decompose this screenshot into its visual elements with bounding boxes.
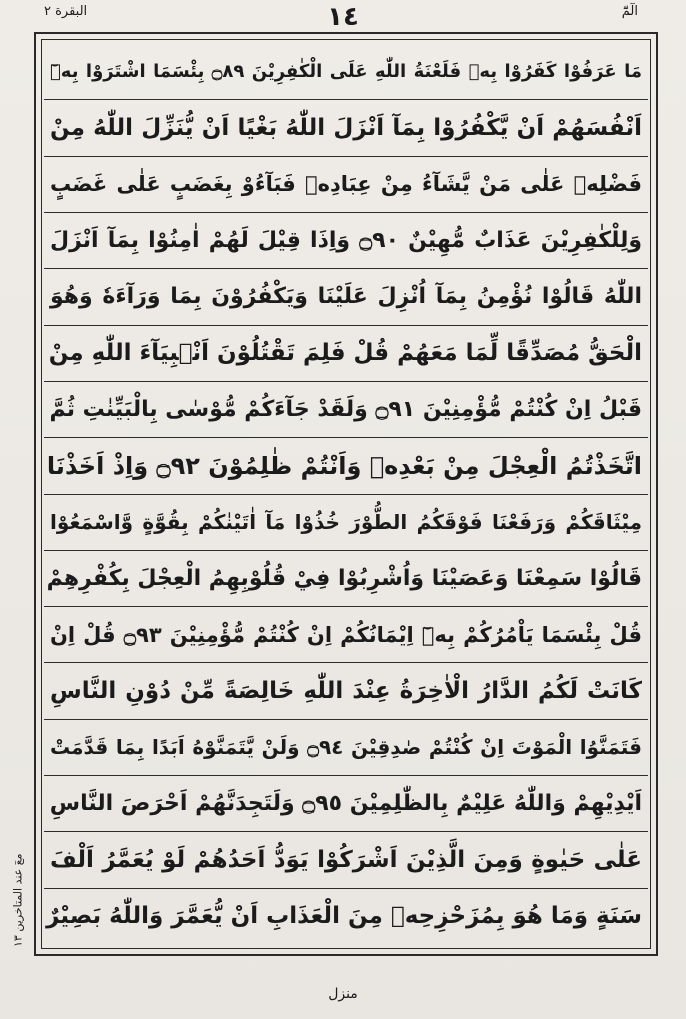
text-line-7: قَبْلُ اِنْ كُنْتُمْ مُّؤْمِنِيْنَ ۝٩١ وَلَقَدْ جَآءَكُمْ مُّوْسٰى بِالْبَيِّنٰتِ ثُمَّ xyxy=(44,382,648,438)
text-line-1: مَا عَرَفُوْا كَفَرُوْا بِهٖ فَلَعْنَةُ اللّٰهِ عَلَى الْكٰفِرِيْنَ ۝٨٩ بِئْسَمَا اشْتَرَوْا بِهٖٓ xyxy=(44,44,648,100)
text-line-11: قُلْ بِئْسَمَا يَاْمُرُكُمْ بِهٖٓ اِيْمَانُكُمْ اِنْ كُنْتُمْ مُّؤْمِنِيْنَ ۝٩٣ قُلْ اِنْ xyxy=(44,607,648,663)
text-block xyxy=(44,44,648,944)
page-number: ١٤ xyxy=(327,2,359,32)
juz-name: الٓمّٓ xyxy=(621,4,638,19)
manzil-label: منزل xyxy=(328,986,358,1002)
surah-name: البقرة ٢ xyxy=(44,4,88,19)
text-line-6: الْحَقُّ مُصَدِّقًا لِّمَا مَعَهُمْ قُلْ فَلِمَ تَقْتُلُوْنَ اَنْۢبِيَآءَ اللّٰهِ مِنْ xyxy=(44,326,648,382)
text-line-3: فَضْلِهٖ عَلٰى مَنْ يَّشَآءُ مِنْ عِبَادِهٖ فَبَآءُوْ بِغَضَبٍ عَلٰى غَضَبٍ xyxy=(44,157,648,213)
text-line-10: قَالُوْا سَمِعْنَا وَعَصَيْنَا وَاُشْرِبُوْا فِيْ قُلُوْبِهِمُ الْعِجْلَ بِكُفْرِهِمْ xyxy=(44,551,648,607)
text-line-5: اللّٰهُ قَالُوْا نُؤْمِنُ بِمَآ اُنْزِلَ عَلَيْنَا وَيَكْفُرُوْنَ بِمَا وَرَآءَهٗ وَهُوَ xyxy=(44,269,648,325)
text-line-16: سَنَةٍ وَمَا هُوَ بِمُزَحْزِحِهٖ مِنَ الْعَذَابِ اَنْ يُّعَمَّرَ وَاللّٰهُ بَصِيْرٌ xyxy=(46,903,642,930)
text-line-9: مِيْثَاقَكُمْ وَرَفَعْنَا فَوْقَكُمُ الطُّوْرَ خُذُوْا مَآ اٰتَيْنٰكُمْ بِقُوَّةٍ وَّاسْمَعُوْا xyxy=(44,495,648,551)
text-line-14: اَيْدِيْهِمْ وَاللّٰهُ عَلِيْمٌ بِالظّٰلِمِيْنَ ۝٩٥ وَلَتَجِدَنَّهُمْ اَحْرَصَ النَّاسِ xyxy=(44,776,648,832)
text-line-12: كَانَتْ لَكُمُ الدَّارُ الْاٰخِرَةُ عِنْدَ اللّٰهِ خَالِصَةً مِّنْ دُوْنِ النَّاسِ xyxy=(44,663,648,719)
text-line-2: اَنْفُسَهُمْ اَنْ يَّكْفُرُوْا بِمَآ اَنْزَلَ اللّٰهُ بَغْيًا اَنْ يُّنَزِّلَ اللّٰهُ مِنْ xyxy=(44,100,648,156)
text-line-4: وَلِلْكٰفِرِيْنَ عَذَابٌ مُّهِيْنٌ ۝٩٠ وَاِذَا قِيْلَ لَهُمْ اٰمِنُوْا بِمَآ اَنْزَلَ xyxy=(44,213,648,269)
margin-note: معٓ عند المتاخرین ١٣ xyxy=(11,853,25,947)
text-line-8: اتَّخَذْتُمُ الْعِجْلَ مِنْ بَعْدِهٖ وَاَنْتُمْ ظٰلِمُوْنَ ۝٩٢ وَاِذْ اَخَذْنَا xyxy=(44,438,648,494)
text-line-13: فَتَمَنَّوُا الْمَوْتَ اِنْ كُنْتُمْ صٰدِقِيْنَ ۝٩٤ وَلَنْ يَّتَمَنَّوْهُ اَبَدًا بِمَا قَدَّمَتْ xyxy=(44,720,648,776)
text-line-15: عَلٰى حَيٰوةٍ وَمِنَ الَّذِيْنَ اَشْرَكُوْا يَوَدُّ اَحَدُهُمْ لَوْ يُعَمَّرُ اَلْفَ xyxy=(44,832,648,888)
